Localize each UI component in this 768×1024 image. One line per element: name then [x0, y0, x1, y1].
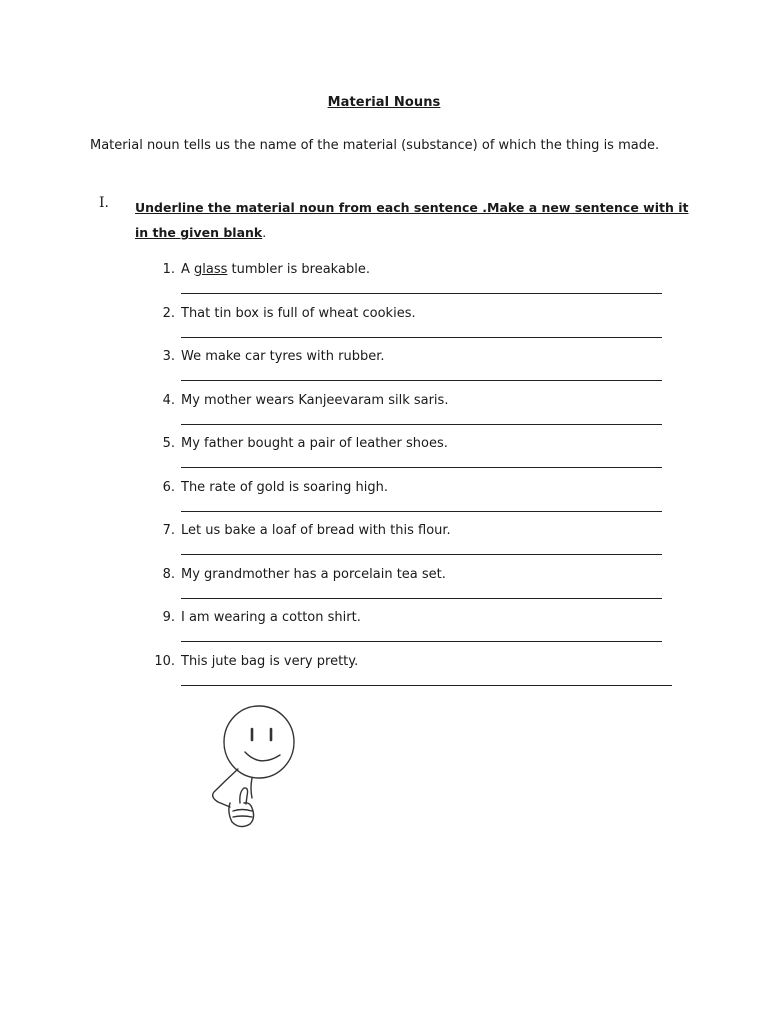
question-text: We make car tyres with rubber. [181, 349, 385, 364]
question-number: 6. [162, 479, 175, 495]
answer-blank[interactable] [181, 641, 662, 642]
question-number: 10. [154, 653, 175, 669]
section-instruction [135, 195, 695, 245]
question-text: That tin box is full of wheat cookies. [181, 305, 416, 321]
question-item [150, 610, 710, 654]
question-item [150, 480, 710, 524]
question-number: 4. [162, 392, 175, 408]
answer-blank[interactable] [181, 685, 672, 686]
instruction-period: . [262, 225, 267, 240]
answer-blank[interactable] [181, 337, 662, 338]
definition-text: Material noun tells us the name of the material (substance) of which the thing is made. [90, 138, 660, 153]
section-number: I. [99, 195, 109, 211]
question-text: The rate of gold is soaring high. [181, 479, 388, 495]
question-item [150, 436, 710, 480]
question-item [150, 262, 710, 306]
question-list [150, 262, 710, 697]
question-text: I am wearing a cotton shirt. [181, 610, 361, 625]
question-number: 9. [162, 610, 175, 625]
question-number: 3. [162, 349, 175, 364]
question-text: My grandmother has a porcelain tea set. [181, 566, 446, 582]
answer-blank[interactable] [181, 424, 662, 425]
underlined-noun: glass [194, 262, 228, 277]
answer-blank[interactable] [181, 293, 662, 294]
question-text: My father bought a pair of leather shoes. [181, 436, 448, 451]
question-item [150, 654, 710, 698]
answer-blank[interactable] [181, 554, 662, 555]
question-number: 8. [162, 566, 175, 582]
question-text-end: tumbler is breakable. [227, 262, 370, 277]
answer-blank[interactable] [181, 467, 662, 468]
question-text-start: A [181, 262, 195, 277]
question-text: This jute bag is very pretty. [181, 653, 359, 669]
page-title: Material Nouns [327, 95, 441, 110]
question-item [150, 393, 710, 437]
question-number: 1. [162, 262, 175, 277]
question-item [150, 306, 710, 350]
question-item [150, 567, 710, 611]
question-text: Let us bake a loaf of bread with this flour. [181, 523, 451, 538]
question-number: 2. [162, 305, 175, 321]
instruction-text: Underline the material noun from each sentence .Make a new sentence with it in the given blank [135, 200, 689, 240]
answer-blank[interactable] [181, 598, 662, 599]
question-text: My mother wears Kanjeevaram silk saris. [181, 392, 449, 408]
question-item [150, 523, 710, 567]
question-number: 7. [162, 523, 175, 538]
question-text [181, 262, 370, 277]
question-item [150, 349, 710, 393]
answer-blank[interactable] [181, 380, 662, 381]
thumbs-up-smiley-icon [200, 700, 310, 835]
question-number: 5. [162, 436, 175, 451]
answer-blank[interactable] [181, 511, 662, 512]
